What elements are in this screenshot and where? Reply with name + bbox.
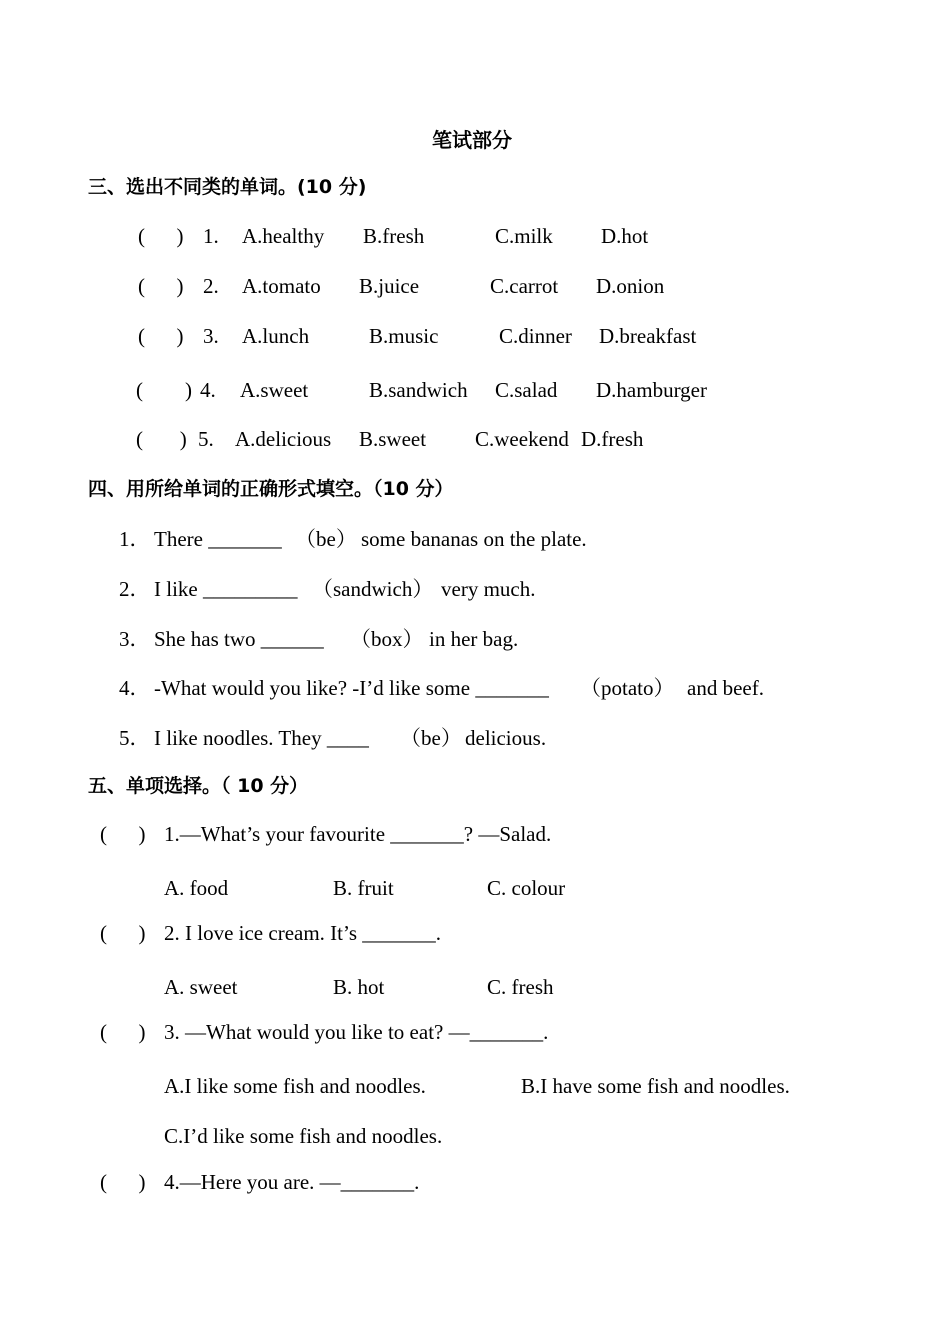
word-hint: （box） (350, 627, 424, 651)
question-stem: 3. —What would you like to eat? —_______. (164, 1020, 549, 1044)
option-a: A.tomato (242, 274, 321, 298)
option-a: A. sweet (164, 975, 238, 999)
option-b: B.juice (359, 274, 420, 298)
question-stem: 1.—What’s your favourite _______? —Salad. (164, 822, 552, 846)
section-4-heading: 四、用所给单词的正确形式填空。（10 分） (88, 478, 454, 500)
item-number: 1． (119, 527, 151, 551)
option-a: A. food (164, 876, 229, 900)
question-stem: 2. I love ice cream. It’s _______. (164, 921, 441, 945)
sentence-end: in her bag. (429, 627, 519, 651)
option-b: B.music (369, 324, 439, 348)
section-3-heading: 三、选出不同类的单词。(10 分) (88, 176, 367, 198)
option-d: D.fresh (581, 427, 644, 451)
option-d: D.hamburger (596, 378, 707, 402)
sentence-start[interactable]: There _______ (154, 527, 282, 551)
word-hint: （be） (295, 527, 357, 551)
option-b: B.sweet (359, 427, 427, 451)
option-d: D.hot (601, 224, 649, 248)
answer-blank[interactable]: ( ) (136, 427, 187, 451)
option-c: C. colour (487, 876, 566, 900)
answer-blank[interactable]: ( ) (138, 274, 184, 298)
answer-blank[interactable]: ( ) (100, 921, 146, 945)
word-hint: （potato） (580, 676, 675, 700)
answer-blank[interactable]: ( ) (138, 224, 184, 248)
answer-blank[interactable]: ( ) (100, 822, 146, 846)
sentence-start[interactable]: I like noodles. They ____ (154, 726, 369, 750)
answer-blank[interactable]: ( ) (136, 378, 192, 402)
sentence-end: some bananas on the plate. (361, 527, 587, 551)
item-number: 5． (119, 726, 151, 750)
question-number: 1. (203, 224, 219, 248)
question-number: 4. (200, 378, 216, 402)
word-hint: （be） (400, 726, 462, 750)
option-a: A.I like some fish and noodles. (164, 1074, 426, 1098)
option-b: B. hot (333, 975, 385, 999)
answer-blank[interactable]: ( ) (100, 1170, 146, 1194)
option-c: C.salad (495, 378, 558, 402)
question-number: 2. (203, 274, 219, 298)
option-d: D.onion (596, 274, 665, 298)
page-title: 笔试部分 (432, 128, 512, 152)
item-number: 4． (119, 676, 151, 700)
answer-blank[interactable]: ( ) (138, 324, 184, 348)
option-a: A.healthy (242, 224, 325, 248)
item-number: 3． (119, 627, 151, 651)
option-c: C.carrot (490, 274, 559, 298)
option-a: A.lunch (242, 324, 310, 348)
option-b: B.I have some fish and noodles. (521, 1074, 790, 1098)
option-d: D.breakfast (599, 324, 697, 348)
word-hint: （sandwich） (312, 577, 434, 601)
sentence-start[interactable]: She has two ______ (154, 627, 324, 651)
sentence-end: very much. (441, 577, 536, 601)
item-number: 2． (119, 577, 151, 601)
question-number: 3. (203, 324, 219, 348)
section-5-heading: 五、单项选择。（ 10 分） (88, 775, 309, 797)
option-c: C. fresh (487, 975, 554, 999)
option-c: C.milk (495, 224, 553, 248)
option-c: C.weekend (475, 427, 569, 451)
option-b: B.sandwich (369, 378, 468, 402)
answer-blank[interactable]: ( ) (100, 1020, 146, 1044)
question-stem: 4.—Here you are. —_______. (164, 1170, 420, 1194)
question-number: 5. (198, 427, 214, 451)
sentence-start[interactable]: -What would you like? -I’d like some _______ (154, 676, 549, 700)
option-a: A.sweet (240, 378, 309, 402)
option-b: B.fresh (363, 224, 425, 248)
sentence-start[interactable]: I like _________ (154, 577, 298, 601)
option-c: C.I’d like some fish and noodles. (164, 1124, 443, 1148)
sentence-end: delicious. (465, 726, 547, 750)
sentence-end: and beef. (687, 676, 764, 700)
option-b: B. fruit (333, 876, 394, 900)
option-a: A.delicious (235, 427, 332, 451)
option-c: C.dinner (499, 324, 572, 348)
